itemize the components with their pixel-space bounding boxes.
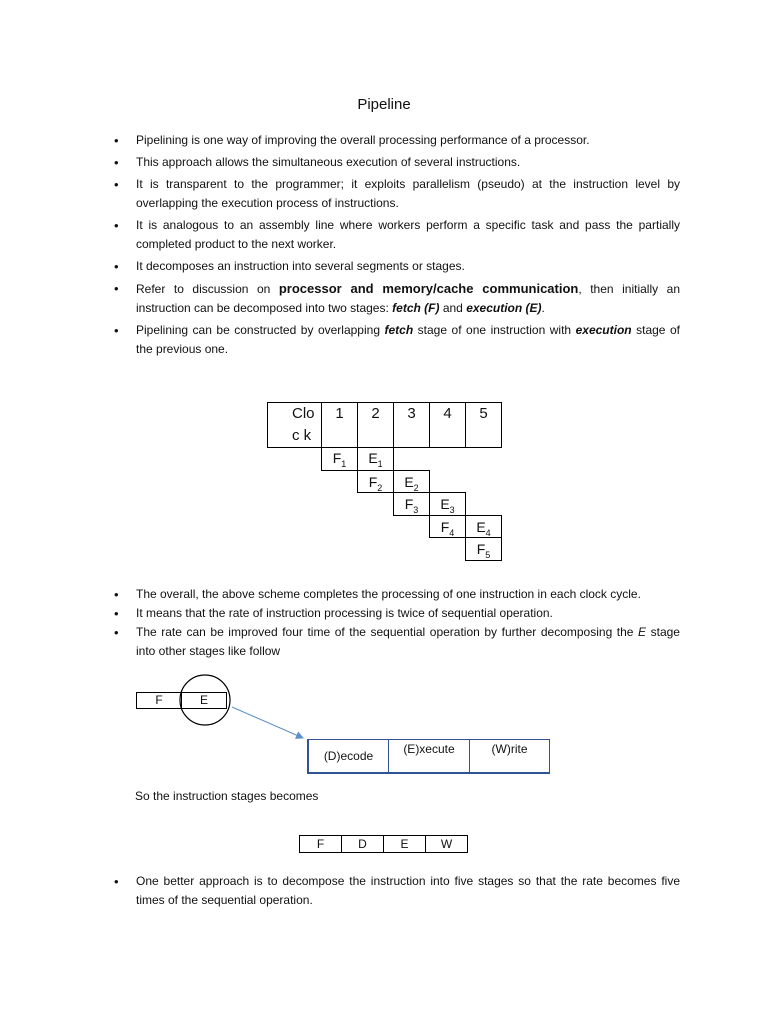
bullet-text: Refer to discussion on xyxy=(136,282,279,296)
fdew-box: F xyxy=(299,835,342,853)
bullet-text: processor and memory/cache communication xyxy=(278,281,579,296)
clock-cycle-header: 4 xyxy=(429,402,466,448)
fdew-box: D xyxy=(341,835,384,853)
clock-header-cell: Cloc k xyxy=(267,402,322,448)
sub-stage-box: (W)rite xyxy=(469,739,550,774)
instruction-number: 2 xyxy=(377,482,383,493)
fdew-box: E xyxy=(383,835,426,853)
instruction-number: 4 xyxy=(449,527,455,538)
clock-cycle-header: 3 xyxy=(393,402,430,448)
bullet-text: This approach allows the simultaneous execution of several instructions. xyxy=(136,155,521,169)
instruction-number: 3 xyxy=(449,504,455,515)
bullet-text: The rate can be improved four time of the sequential operation by further decomposing the xyxy=(136,625,639,639)
instruction-number: 4 xyxy=(485,527,491,538)
bullet-text: , then initially an instruction can be decomposed into two stages: xyxy=(136,282,680,315)
stage-letter: E xyxy=(440,496,450,512)
bullet-text: fetch xyxy=(384,323,414,337)
bullet-text: . xyxy=(541,301,545,315)
bullet-list-conclusion xyxy=(108,872,680,913)
bullet-text: It is transparent to the programmer; it exploits parallelism (pseudo) at the instruction level by overlapping the execution process of instructions. xyxy=(136,177,680,210)
bullet-text: The overall, the above scheme completes the processing of one instruction in each clock cycle. xyxy=(136,587,641,601)
bullet-text: execution xyxy=(575,323,632,337)
stage-box: F xyxy=(136,692,182,709)
bullet-text: and xyxy=(439,301,467,315)
bullet-text: stage into other stages like follow xyxy=(136,625,680,658)
bullet-text: stage of one instruction with xyxy=(413,323,576,337)
execute-highlight-circle xyxy=(180,675,230,725)
bullet-text: E xyxy=(638,625,647,639)
stage-box: E xyxy=(181,692,227,709)
bullet-text: Pipelining can be constructed by overlapping xyxy=(136,323,385,337)
clock-cycle-header: 2 xyxy=(357,402,394,448)
instruction-number: 3 xyxy=(413,504,419,515)
stage-letter: E xyxy=(404,473,414,490)
stage-letter: E xyxy=(368,450,378,466)
stage-letter: F xyxy=(476,541,486,557)
stage-letter: F xyxy=(332,450,342,466)
bullet-text: Pipelining is one way of improving the overall processing performance of a processor. xyxy=(136,133,590,147)
stage-letter: F xyxy=(368,473,378,490)
bullet-text: One better approach is to decompose the instruction into five stages so that the rate becomes five times of the sequential operation. xyxy=(136,874,680,907)
instruction-number: 1 xyxy=(377,458,383,469)
instruction-number: 1 xyxy=(341,458,347,469)
bullet-text: It is analogous to an assembly line where workers perform a specific task and pass the partially completed product to the next worker. xyxy=(136,218,680,251)
instruction-number: 2 xyxy=(413,482,419,493)
stage-letter: F xyxy=(440,518,450,535)
bullet-text: It decomposes an instruction into several segments or stages. xyxy=(136,259,465,273)
stage-letter: F xyxy=(404,496,414,512)
bullet-text: stage of the previous one. xyxy=(136,323,680,356)
fdew-box: W xyxy=(425,835,468,853)
clock-cycle-header: 5 xyxy=(465,402,502,448)
sub-stage-box: (D)ecode xyxy=(307,739,389,774)
bullet-text: It means that the rate of instruction processing is twice of sequential operation. xyxy=(136,606,553,620)
sub-stage-box: (E)xecute xyxy=(388,739,470,774)
bullet-item xyxy=(108,872,680,910)
bullet-text: execution (E) xyxy=(466,301,542,315)
instruction-number: 5 xyxy=(485,549,491,560)
clock-cycle-header: 1 xyxy=(321,402,358,448)
page-title: Pipeline xyxy=(357,96,411,113)
stage-letter: E xyxy=(476,518,486,535)
bullet-text: fetch (F) xyxy=(392,301,440,315)
expand-arrow xyxy=(232,707,303,738)
stages-caption: So the instruction stages becomes xyxy=(135,789,319,803)
